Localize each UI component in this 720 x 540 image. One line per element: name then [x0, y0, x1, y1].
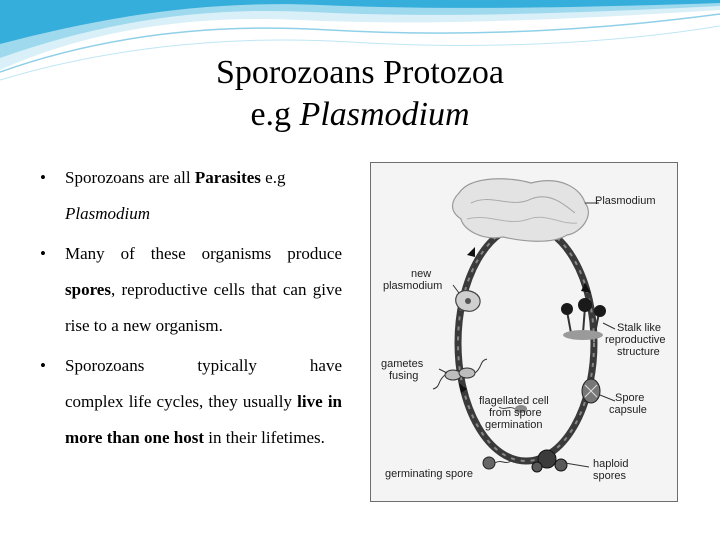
bullet-bold-term: live in more than one host	[65, 392, 342, 447]
bullet-text-part: Many of these organisms produce	[65, 244, 342, 263]
label-gametes-line2: fusing	[389, 370, 419, 382]
bullet-text-part: e.g	[260, 168, 286, 187]
label-haploid-line2: spores	[593, 470, 627, 482]
title-eg: e.g	[250, 96, 300, 133]
label-stalk-line3: structure	[617, 346, 660, 358]
label-haploid-line1: haploid	[593, 458, 629, 470]
slide-title	[0, 52, 720, 136]
bullet-bold-term: spores	[65, 280, 111, 299]
label-new-plasmodium-line2: plasmodium	[383, 280, 443, 292]
spore-capsule-icon	[582, 379, 600, 403]
title-line-2	[0, 94, 720, 136]
cycle-arrow-icon	[467, 247, 475, 257]
label-new-plasmodium-line1: new	[411, 268, 432, 280]
plasmodium-mass-icon	[453, 179, 589, 242]
bullet-text	[65, 160, 342, 232]
bullet-item	[40, 348, 342, 456]
bullet-item	[40, 236, 342, 344]
label-stalk-line1: Stalk like	[617, 322, 662, 334]
bullet-text-part: , reproductive cells that can give rise to a new organism.	[65, 280, 342, 335]
bullet-italic-term: Plasmodium	[65, 204, 150, 223]
stalk-structure-icon	[561, 298, 606, 340]
bullet-item	[40, 160, 342, 232]
bullet-marker: •	[40, 168, 46, 187]
bullet-first-line	[65, 348, 342, 384]
bullet-list	[40, 160, 342, 456]
bullet-marker: •	[40, 356, 46, 375]
label-flagellated-line3: germination	[485, 419, 543, 431]
bullet-text-part: in their lifetimes.	[204, 428, 325, 447]
bullet-text-part: complex life cycles, they usually	[65, 392, 298, 411]
bullet-marker: •	[40, 244, 46, 263]
label-gametes-line1: gametes	[381, 358, 424, 370]
title-plasmodium: Plasmodium	[299, 96, 470, 133]
bullet-word: have	[309, 356, 342, 375]
label-germinating-spore: germinating spore	[385, 468, 474, 480]
title-line-1: Sporozoans Protozoa	[215, 54, 504, 91]
new-plasmodium-icon	[456, 291, 480, 312]
bullet-text-part: Sporozoans are all	[65, 168, 195, 187]
label-plasmodium: Plasmodium	[595, 195, 656, 207]
bullet-word: Sporozoans	[65, 356, 145, 375]
plasmodium-life-cycle-figure	[370, 162, 678, 502]
label-spore-capsule-line1: Spore	[615, 392, 645, 404]
bullet-text	[65, 236, 342, 344]
bullet-text	[65, 384, 342, 456]
label-flagellated-line1: flagellated cell	[479, 395, 549, 407]
label-spore-capsule-line2: capsule	[609, 404, 647, 416]
bullet-bold-term: Parasites	[194, 168, 261, 187]
label-stalk-line2: reproductive	[605, 334, 666, 346]
label-flagellated-line2: from spore	[489, 407, 542, 419]
bullet-word: typically	[197, 356, 257, 375]
